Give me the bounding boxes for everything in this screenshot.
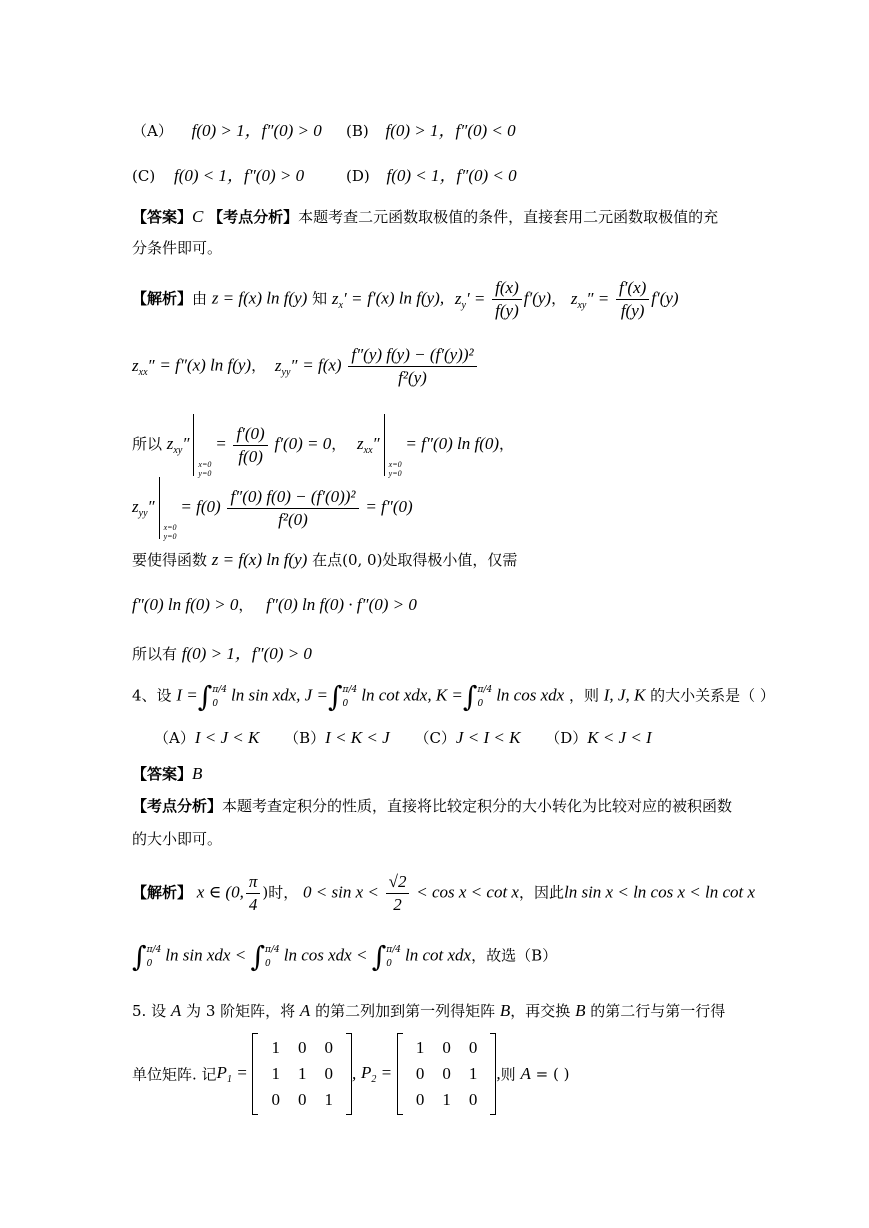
solution-tag: 【解析】 xyxy=(132,883,193,902)
q4-opt-b-label: （B） xyxy=(284,729,326,747)
zxx0-label: $z_{xx}''$ xyxy=(357,434,380,456)
q5-text: 的第二行与第一行得 xyxy=(590,1002,726,1020)
option-a-expr: f(0) > 1，f″(0) > 0 xyxy=(191,121,322,140)
sol-ineq2: < cos x < cot x xyxy=(416,882,519,902)
q3-solution-line1: 【解析】由 z = f(x) ln f(y) 知 $z_x' = f'(x)$ ln f(y), $z_y'$ = $\frac{f(x)}{f(y)}$ f′(y)， $z_{xy}''$ = $\frac{f'(x)}{f(y)}$ f′(y) xyxy=(132,278,679,320)
int-limits: π/4 0 xyxy=(265,944,280,969)
answer-value: B xyxy=(192,764,203,783)
integrand-cos: ln cos xdx xyxy=(283,945,352,965)
q5-ask: = ( ) xyxy=(535,1065,570,1083)
q5-line2: 单位矩阵. 记$P_1$ = 1 0 0 1 1 0 0 0 1 , $P_2$ = 1 0 0 0 0 1 0 1 0 ,则 A = ( ) xyxy=(132,1033,569,1115)
q3-condition xyxy=(132,549,517,570)
int-limits: π/4 0 xyxy=(212,684,228,709)
sol-when: )时， xyxy=(262,883,299,902)
option-d-expr: f(0) < 1，f″(0) < 0 xyxy=(386,166,517,185)
zxy0-label: $z_{xy}''$ xyxy=(166,434,190,456)
option-c-expr: f(0) < 1，f″(0) > 0 xyxy=(173,166,305,185)
int-limits: π/4 0 xyxy=(146,944,162,969)
q4-opt-d: K < J < I xyxy=(587,728,652,747)
zxy-label: $z_{xy}''$ = xyxy=(570,288,610,311)
option-d-label: (D) xyxy=(346,167,370,185)
integral-sign: ∫ xyxy=(197,680,213,713)
q4-opt-a: I < J < K xyxy=(194,728,260,747)
zx-expr: f′(x) ln f(y), xyxy=(367,288,445,308)
final-result: f(0) > 1，f″(0) > 0 xyxy=(181,644,312,663)
q3-solution-line3: 所以 $z_{xy}''$ x=0 y=0 = $\frac{f'(0)}{f(0)}$ f′(0) = 0， $z_{xx}''$ x=0 y=0 = f″(0) ln f(0)， xyxy=(132,414,514,476)
sol-therefore: ，因此 xyxy=(518,883,564,902)
q4-number: 4、设 xyxy=(132,686,172,705)
q4-ijk: I, J, K xyxy=(603,685,646,705)
cond2: f″(0) ln f(0) · f″(0) > 0 xyxy=(266,595,417,614)
q5-text: 单位矩阵. 记 xyxy=(132,1065,217,1084)
option-a-label: （A） xyxy=(132,122,173,140)
solution-tag: 【解析】 xyxy=(132,289,193,308)
zxx0-val: = f″(0) ln f(0) xyxy=(405,434,500,453)
zxx-label: $z_{xx}''$ xyxy=(132,355,155,378)
answer-tag: 【答案】 xyxy=(132,765,193,783)
p1-label: $P_1$ = xyxy=(216,1063,248,1085)
analysis-text: 本题考查定积分的性质，直接将比较定积分的大小转化为比较对应的被积函数 xyxy=(222,797,733,815)
sol-ineq3: ln sin x < ln cos x < ln cot x xyxy=(563,882,756,902)
q3-answer-line xyxy=(132,206,718,227)
pi-over-4: $\frac{\pi}{4}$ xyxy=(246,872,261,915)
answer-tag: 【答案】 xyxy=(132,208,193,226)
q3-solution-line2: $z_{xx}'' = f''(x)$ ln f(y)， $z_{yy}'' = f(x)$ $\frac{\text{f″(y) f(y) − (f′(y))²}}{\text{f²(y)}}$ xyxy=(132,345,479,388)
option-c xyxy=(132,161,304,186)
eval-bar: x=0 y=0 xyxy=(193,414,194,476)
q4-opt-c-label: （C） xyxy=(414,729,456,747)
matrix-b: B xyxy=(575,1001,586,1020)
z-def: z = f(x) ln f(y) xyxy=(211,288,308,308)
zyy0-frac: $\frac{\text{f″(0) f(0) − (f′(0))²}}{\text{f²(0)}}$ xyxy=(227,487,358,530)
matrix-b: B xyxy=(499,1001,511,1020)
sol-interval: x ∈ (0, xyxy=(196,882,244,902)
q3-analysis-cont: 分条件即可。 xyxy=(132,239,223,257)
q5-text: 的第二列加到第一列得矩阵 xyxy=(315,1002,496,1020)
integral-sign: ∫ xyxy=(371,940,387,973)
q4-opt-b: I < K < J xyxy=(325,728,390,747)
cond-text: 要使得函数 xyxy=(132,551,208,569)
so-text: 所以有 xyxy=(132,645,178,663)
cond-text: 在点 xyxy=(312,551,343,569)
q4-answer xyxy=(132,763,202,784)
integrand-sin: ln sin xdx xyxy=(165,945,231,965)
q5-line1 xyxy=(132,1000,725,1021)
cond1: f″(0) ln f(0) > 0 xyxy=(132,595,239,614)
zyy0-f0: = f(0) xyxy=(180,497,221,516)
option-b-label: (B) xyxy=(346,122,369,140)
integral-sign: ∫ xyxy=(132,940,147,973)
integrand-cos: ln cos xdx xyxy=(496,685,565,705)
integral-sign: ∫ xyxy=(462,680,478,713)
solution-text: 由 xyxy=(192,289,208,308)
answer-value: C xyxy=(192,207,204,226)
int-limits: π/4 0 xyxy=(386,944,401,969)
zx-label: $z_x'$ = xyxy=(331,288,363,311)
matrix-a: A xyxy=(170,1001,182,1020)
option-b xyxy=(346,116,516,141)
cond-z: z = f(x) ln f(y) xyxy=(211,550,308,569)
option-d xyxy=(346,161,517,186)
option-b-expr: f(0) > 1，f″(0) < 0 xyxy=(385,121,516,140)
pick-text: ，故选（B） xyxy=(471,946,558,965)
zy-tail: f′(y) xyxy=(523,288,552,308)
matrix-a: A xyxy=(520,1064,531,1083)
q4-opt-d-label: （D） xyxy=(545,729,588,747)
zy-frac: $\frac{f(x)}{f(y)}$ xyxy=(492,278,522,321)
q4-analysis xyxy=(132,795,732,816)
analysis-text: 本题考查二元函数取极值的条件，直接套用二元函数取极值的充 xyxy=(298,208,719,226)
zxy-tail: f′(y) xyxy=(651,288,679,308)
q3-cond-ineq: f″(0) ln f(0) > 0， f″(0) ln f(0) · f″(0) > 0 xyxy=(132,595,417,614)
p2-matrix: 1 0 0 0 0 1 0 1 0 xyxy=(397,1033,497,1115)
zyy-frac: $\frac{\text{f″(y) f(y) − (f′(y))²}}{\text{f²(y)}}$ xyxy=(348,345,476,388)
sol-ineq1: 0 < sin x < xyxy=(303,882,379,902)
integral-sign: ∫ xyxy=(250,940,266,973)
eval-bar: x=0 y=0 xyxy=(384,414,385,476)
q4-statement: 4、设 I =∫π/4 0 ln sin xdx, J =∫π/4 0 ln cot xdx, K =∫π/4 0 ln cos xdx ，则 I, J, K 的大小关系是（ ） xyxy=(132,680,775,713)
integrand-sin: ln sin xdx xyxy=(231,685,297,705)
q4-opt-c: J < I < K xyxy=(455,728,521,747)
p2-label: $P_2$ = xyxy=(360,1063,393,1085)
eval-bar: x=0 y=0 xyxy=(159,477,160,539)
matrix-a: A xyxy=(299,1001,311,1020)
so-text: 所以 xyxy=(132,435,163,453)
option-c-label: (C) xyxy=(132,167,156,185)
q3-solution-line4 xyxy=(132,477,413,539)
zxy0-frac: $\frac{f'(0)}{f(0)}$ xyxy=(233,424,267,467)
q5-text: 5. 设 xyxy=(132,1002,167,1020)
q4-tail: ，则 xyxy=(568,686,599,705)
analysis-tag: 【考点分析】 xyxy=(132,797,223,815)
integrand-cot: ln cot xdx xyxy=(361,685,428,705)
int-limits: π/4 0 xyxy=(477,684,493,709)
option-a xyxy=(132,116,322,141)
zyy0-label: $z_{yy}''$ xyxy=(132,497,155,519)
cond-text: 处取得极小值，仅需 xyxy=(382,551,518,569)
cond-point: (0, 0) xyxy=(342,551,383,569)
q4-options xyxy=(154,727,652,748)
q3-final xyxy=(132,639,312,664)
zy-label: $z_y'$ = xyxy=(454,288,486,311)
q4-ask: 的大小关系是（ ） xyxy=(650,686,775,705)
zyy-label: $z_{yy}''$ xyxy=(274,355,298,378)
zxx-expr: = f″(x) ln f(y) xyxy=(159,355,252,375)
q4-analysis-cont: 的大小即可。 xyxy=(132,830,223,848)
q5-text: 则 xyxy=(500,1065,516,1084)
q5-text: 为 3 阶矩阵，将 xyxy=(186,1002,296,1020)
zxy-frac: $\frac{f'(x)}{f(y)}$ xyxy=(616,278,649,321)
sqrt2-over-2: $\frac{√2}{2}$ xyxy=(386,872,410,915)
int-limits: π/4 0 xyxy=(342,684,358,709)
know-text: 知 xyxy=(312,289,328,308)
p1-matrix: 1 0 0 1 1 0 0 0 1 xyxy=(252,1033,352,1115)
zyy-pre: = f(x) xyxy=(302,355,342,375)
analysis-tag: 【考点分析】 xyxy=(208,208,299,226)
integral-sign: ∫ xyxy=(327,680,343,713)
q4-solution xyxy=(132,872,755,915)
zxy0-tail: f′(0) = 0 xyxy=(274,434,332,453)
q5-text: ，再交换 xyxy=(510,1002,571,1020)
zyy0-tail: = f″(0) xyxy=(365,497,413,516)
q4-integral-ineq: ∫π/4 0 ln sin xdx < ∫π/4 0 ln cos xdx < ∫π/4 0 ln cot xdx，故选（B） xyxy=(132,940,558,973)
q4-opt-a-label: （A） xyxy=(154,729,195,747)
integrand-cot: ln cot xdx xyxy=(405,945,472,965)
